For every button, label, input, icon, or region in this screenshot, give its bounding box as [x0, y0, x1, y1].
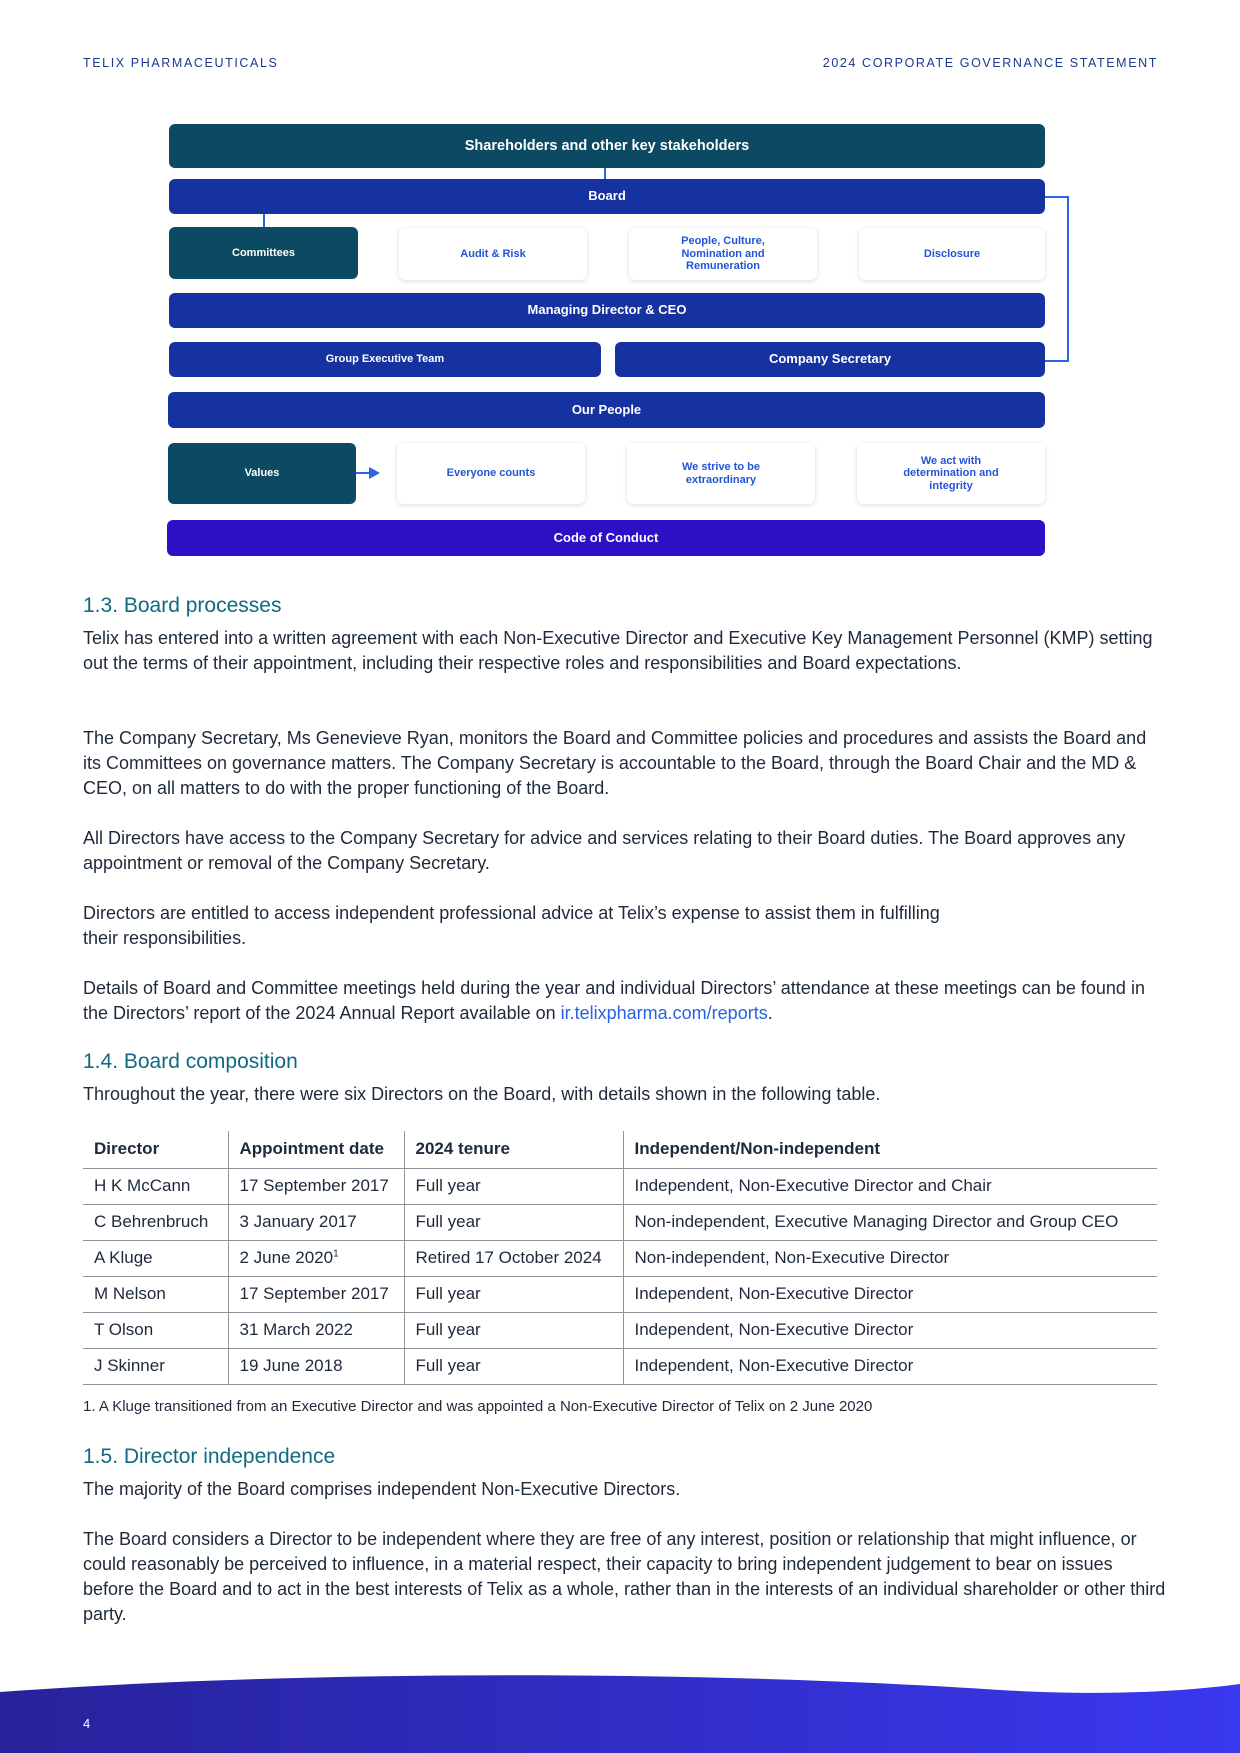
cell-appointment-date [228, 1312, 404, 1348]
paragraph-5-end: . [767, 1003, 773, 1023]
committee-disclosure: Disclosure [859, 228, 1045, 280]
paragraph-independence-2: The Board considers a Director to be independent where they are free of any interest, position or relationship that might influence, or could reasonably be perceived to influence, in a material respect, their capacity to bring independent judgement to bear on issues before the Board and to act in the best interests of Telix as a whole, rather than in the interests of an individual shareholder or other third party. [83, 1529, 1166, 1624]
table-row [83, 1312, 1157, 1348]
cell-tenure [404, 1276, 623, 1312]
paragraph-4-line-2: their responsibilities. [83, 928, 247, 948]
value-everyone-counts: Everyone counts [397, 443, 585, 504]
cell-appointment-date [228, 1204, 404, 1240]
cell-appointment-date-text: 2 June 2020 [239, 1248, 334, 1267]
cell-independence-text: Non-independent, Non-Executive Director [634, 1248, 950, 1267]
paragraph-board-processes-4 [83, 901, 1163, 951]
paragraph-board-processes-2: The Company Secretary, Ms Genevieve Ryan, monitors the Board and Committee policies and procedures and assists the Board and its Committees on governance matters. The Company Secretary is accountable to the Board, through the Board Chair and the MD & CEO, on all matters to do with the proper functioning of the Board. [83, 728, 1147, 798]
header-document-title: 2024 CORPORATE GOVERNANCE STATEMENT [822, 56, 1158, 70]
connector-board-secretary-top [1045, 196, 1069, 198]
heading-board-composition: 1.4. Board composition [83, 1050, 298, 1073]
chart-committees-label: Committees [169, 227, 358, 279]
cell-director-text: J Skinner [94, 1356, 165, 1375]
paragraph-board-processes-1: Telix has entered into a written agreement with each Non-Executive Director and Executive Key Management Personnel (KMP) setting out the terms of their appointment, including their respective roles and responsibilities and Board expectations. [83, 628, 1153, 673]
chart-our-people: Our People [168, 392, 1045, 428]
cell-appointment-date-text: 19 June 2018 [239, 1356, 343, 1375]
cell-tenure-text: Full year [415, 1176, 481, 1195]
cell-tenure [404, 1348, 623, 1384]
cell-director-text: C Behrenbruch [94, 1212, 209, 1231]
paragraph-5-text: Details of Board and Committee meetings held during the year and individual Directors’ attendance at these meetings can be found in the Directors’ report of the 2024 Annual Report available on [83, 978, 1145, 1023]
heading-director-independence: 1.5. Director independence [83, 1445, 336, 1468]
cell-tenure [404, 1312, 623, 1348]
cell-independence [623, 1168, 1157, 1204]
cell-tenure-text: Full year [415, 1320, 481, 1339]
table-footnote: 1. A Kluge transitioned from an Executive Director and was appointed a Non-Executive Director of Telix on 2 June 2020 [83, 1398, 873, 1415]
paragraph-board-processes-5 [83, 976, 1163, 1026]
cell-tenure-text: Retired 17 October 2024 [415, 1248, 602, 1267]
paragraph-independence-1: The majority of the Board comprises independent Non-Executive Directors. [83, 1479, 681, 1499]
cell-appointment-date-text: 3 January 2017 [239, 1212, 357, 1231]
cell-director [83, 1168, 228, 1204]
page-number: 4 [83, 1716, 91, 1731]
header-company: TELIX PHARMACEUTICALS [83, 56, 279, 70]
cell-director [83, 1312, 228, 1348]
cell-independence-text: Independent, Non-Executive Director [634, 1284, 914, 1303]
cell-director-text: H K McCann [94, 1176, 191, 1195]
cell-independence-text: Independent, Non-Executive Director and Chair [634, 1176, 992, 1195]
arrow-right-icon [369, 467, 381, 479]
annual-report-link[interactable]: ir.telixpharma.com/reports [560, 1003, 768, 1023]
chart-values-label: Values [168, 443, 356, 504]
table-row [83, 1204, 1157, 1240]
directors-table [83, 1131, 1157, 1385]
cell-tenure-text: Full year [415, 1212, 481, 1231]
cell-director [83, 1204, 228, 1240]
table-row [83, 1276, 1157, 1312]
chart-code-of-conduct: Code of Conduct [167, 520, 1045, 556]
cell-tenure [404, 1168, 623, 1204]
chart-board: Board [169, 179, 1045, 214]
committee-audit-risk: Audit & Risk [399, 228, 587, 280]
footer-wave [0, 1670, 1240, 1753]
cell-appointment-date-text: 31 March 2022 [239, 1320, 353, 1339]
footnote-marker: 1 [333, 1248, 339, 1260]
cell-tenure-text: Full year [415, 1284, 481, 1303]
paragraph-4-line-1: Directors are entitled to access independent professional advice at Telix’s expense to assist them in fulfilling [83, 903, 940, 923]
paragraph-board-composition-intro: Throughout the year, there were six Directors on the Board, with details shown in the following table. [83, 1084, 881, 1104]
cell-director-text: M Nelson [94, 1284, 166, 1303]
cell-appointment-date-text: 17 September 2017 [239, 1176, 389, 1195]
cell-appointment-date [228, 1168, 404, 1204]
cell-tenure [404, 1204, 623, 1240]
chart-md-ceo: Managing Director & CEO [169, 293, 1045, 328]
paragraph-board-processes-3: All Directors have access to the Company Secretary for advice and services relating to their Board duties. The Board approves any appointment or removal of the Company Secretary. [83, 828, 1126, 873]
cell-director [83, 1276, 228, 1312]
connector-shareholders-board [604, 168, 606, 179]
cell-tenure [404, 1240, 623, 1276]
chart-group-executive-team: Group Executive Team [169, 342, 601, 377]
chart-company-secretary: Company Secretary [615, 342, 1045, 377]
directors-table-body [83, 1168, 1157, 1384]
values-arrow-shaft [356, 472, 370, 474]
column-header-director: Director [83, 1131, 228, 1168]
cell-appointment-date-text: 17 September 2017 [239, 1284, 389, 1303]
value-strive-extraordinary: We strive to be extraordinary [627, 443, 815, 504]
cell-independence [623, 1348, 1157, 1384]
chart-shareholders: Shareholders and other key stakeholders [169, 124, 1045, 168]
table-header-row [83, 1131, 1157, 1168]
cell-appointment-date [228, 1240, 404, 1276]
value-determination-integrity: We act with determination and integrity [857, 443, 1045, 504]
connector-board-committees [263, 214, 265, 227]
cell-independence [623, 1312, 1157, 1348]
cell-independence-text: Independent, Non-Executive Director [634, 1356, 914, 1375]
column-header-appointment-date: Appointment date [228, 1131, 404, 1168]
connector-board-secretary-vertical [1067, 196, 1069, 362]
committee-people-culture: People, Culture, Nomination and Remuneration [629, 228, 817, 280]
cell-independence-text: Non-independent, Executive Managing Director and Group CEO [634, 1212, 1119, 1231]
cell-director-text: A Kluge [94, 1248, 153, 1267]
column-header-independence: Independent/Non-independent [623, 1131, 1157, 1168]
cell-independence [623, 1276, 1157, 1312]
table-row [83, 1240, 1157, 1276]
cell-director [83, 1348, 228, 1384]
table-row [83, 1168, 1157, 1204]
cell-director [83, 1240, 228, 1276]
table-row [83, 1348, 1157, 1384]
cell-appointment-date [228, 1276, 404, 1312]
heading-board-processes: 1.3. Board processes [83, 594, 282, 617]
cell-appointment-date [228, 1348, 404, 1384]
column-header-tenure: 2024 tenure [404, 1131, 623, 1168]
cell-tenure-text: Full year [415, 1356, 481, 1375]
cell-director-text: T Olson [94, 1320, 154, 1339]
cell-independence [623, 1204, 1157, 1240]
cell-independence [623, 1240, 1157, 1276]
cell-independence-text: Independent, Non-Executive Director [634, 1320, 914, 1339]
connector-board-secretary-bottom [1045, 360, 1069, 362]
governance-org-chart [0, 0, 1240, 560]
